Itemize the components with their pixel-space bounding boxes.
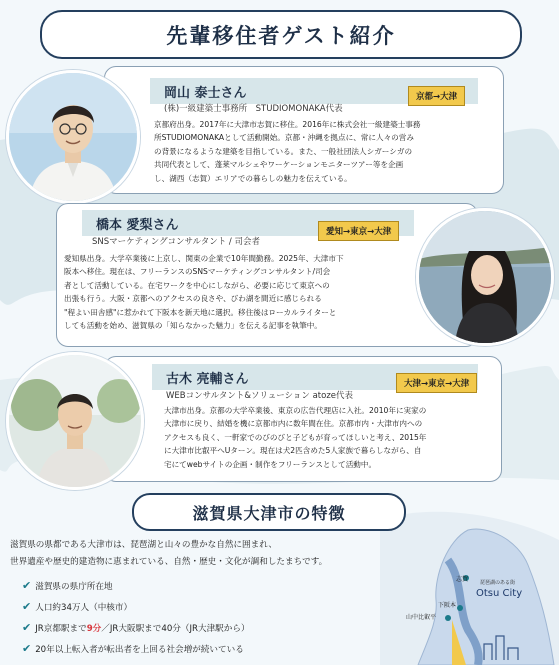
guest-name-furuki: 古木 亮輔さん [152,364,478,390]
check-icon: ✔ [22,600,32,613]
guest-bio-okayama: 京都府出身。2017年に大津市志賀に移住。2016年に株式会社一級建築士事務 所STUDIOMONAKAとして活動開始。京都・沖縄を拠点に、常に人々の営み の背景になるような建築を目指している。また、一般社団法人シガーシガの 共同代表として、蓬莱マルシェやワーケーションモニターツアー等を企画 し、湖西（志賀）エリアでの暮らしの魅力を伝えている。 [154,120,421,183]
guest-name-hashimoto: 橋本 愛梨さん [82,210,414,236]
feature-item: ✔ 20年以上転入者が転出者を上回る社会増が続いている [22,642,244,655]
guest-role-okayama: (株)一級建築士事務所 STUDIOMONAKA代表 [164,104,343,114]
guest-photo-hashimoto [416,208,554,346]
map-label-shimosakamoto: 下阪本 [438,602,457,609]
feature-item: ✔ 人口約34万人（中核市） [22,600,133,613]
map-label-shiga: 志賀 [456,576,469,583]
guest-role-hashimoto: SNSマーケティングコンサルタント / 司会者 [92,237,260,247]
features-intro: 滋賀県の県都である大津市は、琵琶湖と山々の豊かな自然に囲まれ、 世界遺産や歴史的建造物に恵まれている、自然・歴史・文化が調和したまちです。 [10,540,328,567]
guest-name-okayama: 岡山 泰士さん [150,78,478,104]
guest-photo-furuki [6,352,144,490]
route-badge-furuki: 大津→東京→大津 [396,373,477,393]
map-brand: Otsu City [476,588,523,599]
check-icon: ✔ [22,642,32,655]
features-title: 滋賀県大津市の特徴 [132,493,406,531]
map-brand-sub: 琵琶湖のある街 [480,580,516,586]
route-badge-hashimoto: 愛知→東京→大津 [318,221,399,241]
check-icon: ✔ [22,621,32,634]
guest-bio-hashimoto: 愛知県出身。大学卒業後に上京し、関東の企業で10年間勤務。2025年、大津市下 阪本へ移住。現在は、フリーランスのSNSマーケティングコンサルタント/司会 者として活動している。在宅ワークを中心にしながら、必要に応じて東京への 出張も行う。大阪・京都へのアクセスの良さや、びわ湖を間近に感じられる "程よい田舎感"に惹かれて下阪本を新天地に選択。移住後はローカルライターと しても活動を始め、滋賀県の「知らなかった魅力」を伝える記事を執筆中。 [64,254,344,331]
check-icon: ✔ [22,579,32,592]
guest-role-furuki: WEBコンサルタント&ソリューション atoze代表 [166,391,354,401]
page-title: 先輩移住者ゲスト紹介 [40,10,522,59]
guest-bio-furuki: 大津市出身。京都の大学卒業後、東京の広告代理店に入社。2010年に実家の 大津市に戻り、結婚を機に京都市内に数年間在住。京都市内・大津市内への アクセスも良く、一軒家でのびのびと子どもが育ってほしいと考え、2015年 に大津市比叡平へUターン。現在は犬2匹含めた5人家族で暮らしながら、自 宅にてwebサイトの企画・制作をフリーランスとして活動中。 [164,406,427,469]
feature-item: ✔ 滋賀県の県庁所在地 [22,579,113,592]
route-badge-okayama: 京都→大津 [408,86,465,106]
map-label-hieidaira: 山中比叡平 [406,614,437,621]
guest-photo-okayama [6,70,140,204]
feature-item: ✔ JR京都駅まで 9分 ／JR大阪駅まで40分（JR大津駅から） [22,621,250,634]
